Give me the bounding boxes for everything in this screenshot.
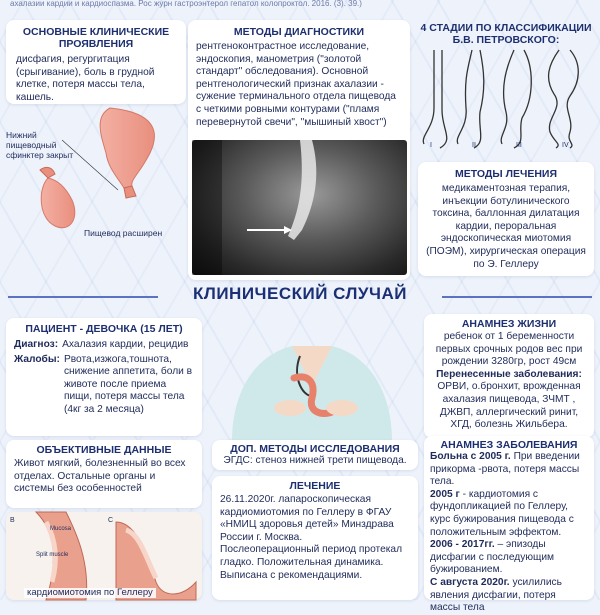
complaints-value: Рвота,изжога,тошнота, снижение аппетита, боли в животе после приема пищи, потеря массы тела (4кг за 2 месяца) — [63, 353, 193, 415]
patient-title: ПАЦИЕНТ - ДЕВОЧКА (15 ЛЕТ) — [25, 323, 183, 335]
p2-value: - кардиотомия с фундопликацией по Геллеру, курс бужирования пищевода с положительным эффектом. — [430, 488, 574, 538]
stage-label-4: IV — [562, 142, 569, 149]
p3-key: 2006 - 2017гг. — [430, 539, 495, 551]
section-rule-right — [442, 296, 592, 298]
patient-complaints — [14, 354, 194, 417]
extra-methods-text: ЭГДС: стеноз нижней трети пищевода. — [223, 455, 407, 466]
p4-key: С августа 2020г. — [430, 576, 510, 588]
label-split-muscle: Split muscle — [36, 552, 69, 558]
disease-anamnesis-p4 — [430, 577, 588, 615]
p4-value: усилились явления дисфагии, потеря массы тела — [430, 576, 562, 614]
treatment-methods-text: медикаментозная терапия, инъекции ботулинического токсина, баллонная дилатация кардии, пероральная эндоскопическая миотомия (ПОЭМ), хирургическая операция по Э. Геллеру — [426, 183, 586, 270]
objective-card — [6, 440, 202, 508]
stages-illustration — [414, 48, 598, 152]
manifestations-title: ОСНОВНЫЕ КЛИНИЧЕСКИЕ ПРОЯВЛЕНИЯ — [22, 26, 170, 50]
label-esophagus: Пищевод расширен — [84, 228, 163, 238]
treatment-text-2: Послеоперационный период протекал гладко. Положительная динамика. — [220, 544, 403, 568]
doctor-illustration — [212, 316, 412, 440]
disease-anamnesis-p3 — [430, 539, 588, 577]
section-title: КЛИНИЧЕСКИЙ СЛУЧАЙ — [193, 284, 407, 303]
label-b: B — [10, 517, 15, 524]
p1-key: Больна с 2005 г. — [430, 451, 511, 462]
xray-image — [192, 140, 407, 275]
label-c: C — [108, 517, 114, 524]
cardiomyotomy-caption: кардиомиотомия по Геллеру — [24, 588, 156, 598]
manifestations-text: дисфагия, регургитация (срыгивание), боль в грудной клетке, потеря массы тела, кашель. — [16, 54, 155, 103]
patient-card — [6, 318, 202, 436]
stages-diagram — [414, 48, 598, 152]
citation-text: ахалазии кардии и кардиоспазма. Рос журн гастроэнтерол гепатол колопроктол. 2016. (3). 39.) — [10, 0, 362, 8]
treatment-methods-title: МЕТОДЫ ЛЕЧЕНИЯ — [454, 168, 558, 180]
patient-diagnosis — [14, 339, 194, 352]
p3-value: – эпизоды дисфагии с последующим бужированием. — [430, 539, 555, 576]
treatment-text-1: 26.11.2020г. лапароскопическая кардиомиотомия по Геллеру в ФГАУ «НМИЦ здоровья детей» Минздрава России г. Москва. — [220, 494, 394, 543]
diseases-value: ОРВИ, о.бронхит, врожденная ахалазия пищевода, ЗЧМТ , ДЖВП, аллергический ринит, ХГД, болезнь Жильбера. — [437, 381, 581, 431]
stage-label-3: III — [516, 142, 522, 149]
diseases-key: Перенесенные заболевания: — [436, 368, 582, 380]
cardiomyotomy-card — [6, 512, 202, 600]
label-mucosa: Mucosa — [50, 526, 72, 532]
stage-label-1: I — [430, 142, 432, 149]
treatment-methods-card — [418, 162, 594, 276]
doctor-drawing — [212, 316, 412, 440]
stage-label-2: II — [472, 142, 476, 149]
treatment-card — [212, 476, 418, 600]
manifestations-card — [6, 20, 186, 104]
life-anamnesis-text: ребенок от 1 беременности первых срочных родов вес при рождении 3280гр, рост 49см — [435, 331, 583, 368]
xray-drawing — [192, 140, 407, 275]
treatment-title: ЛЕЧЕНИЕ — [289, 480, 341, 492]
disease-anamnesis-title: АНАМНЕЗ ЗАБОЛЕВАНИЯ — [440, 439, 578, 451]
extra-methods-title: ДОП. МЕТОДЫ ИССЛЕДОВАНИЯ — [230, 443, 400, 455]
disease-anamnesis-p1 — [430, 451, 588, 489]
life-anamnesis-title: АНАМНЕЗ ЖИЗНИ — [461, 318, 557, 330]
treatment-text-3: Выписана с рекомендациями. — [220, 569, 363, 581]
objective-text: Живот мягкий, болезненный во всех отделах. Остальные органы и системы без особенностей — [14, 458, 186, 495]
disease-anamnesis-card — [424, 436, 594, 614]
complaints-key: Жалобы: — [14, 353, 60, 365]
diagnostics-text: рентгеноконтрастное исследование, эндоскопия, манометрия ("золотой стандарт" обследования). Основной рентгенологический признак ахалазии - сужение терминального отдела пищевода с четкими ровными контурами ("пламя перевернутой свечи", "мышиный хвост") — [196, 41, 396, 128]
p2-key: 2005 г — [430, 488, 460, 500]
disease-anamnesis-p2 — [430, 489, 588, 539]
diagnosis-value: Ахалазия кардии, рецидив — [62, 339, 189, 350]
diagnosis-key: Диагноз: — [14, 339, 59, 350]
stages-title: 4 СТАДИИ ПО КЛАССИФИКАЦИИ Б.В. ПЕТРОВСКОГО: — [420, 22, 592, 46]
diagnostics-title: МЕТОДЫ ДИАГНОСТИКИ — [233, 26, 365, 38]
label-sphincter: Нижний пищеводный сфинктер закрыт — [6, 130, 74, 160]
objective-title: ОБЪЕКТИВНЫЕ ДАННЫЕ — [36, 444, 172, 456]
extra-methods-card — [212, 440, 418, 470]
stomach-diagram — [0, 108, 186, 258]
p1-value: При введении прикорма -рвота, потеря массы тела. — [430, 451, 580, 488]
life-anamnesis-card — [424, 314, 594, 438]
